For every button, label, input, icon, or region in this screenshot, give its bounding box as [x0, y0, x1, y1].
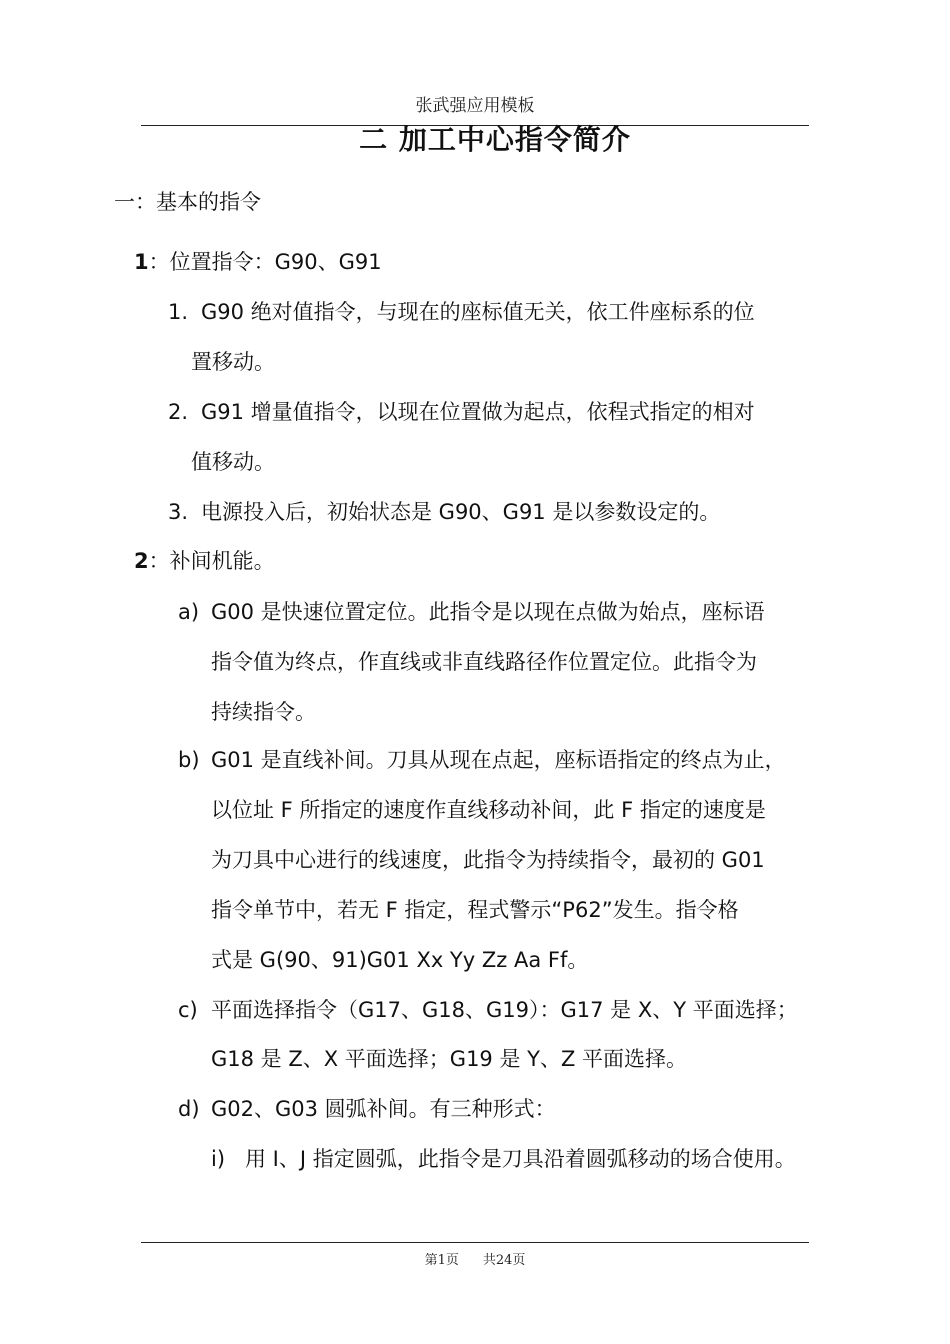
list-line: 平面选择指令（G17、G18、G19）：G17 是 X、Y 平面选择；: [211, 998, 798, 1022]
section-heading: 一：基本的指令: [114, 190, 261, 214]
list-line: 值移动。: [191, 450, 275, 474]
page-title: 二 加工中心指令简介: [359, 123, 631, 156]
list-line: G91 增量值指令，以现在位置做为起点，依程式指定的相对: [201, 400, 755, 424]
page-number: 第1页: [424, 1253, 459, 1268]
list-line: G18 是 Z、X 平面选择；G19 是 Y、Z 平面选择。: [211, 1047, 688, 1071]
list-marker: 3.: [168, 500, 189, 524]
footer-rule: [141, 1242, 809, 1243]
list-line: 指令单节中，若无 F 指定，程式警示“P62”发生。指令格: [211, 898, 739, 922]
page-header: 张武强应用模板: [415, 96, 535, 116]
list-line: G02、G03 圆弧补间。有三种形式：: [211, 1097, 556, 1121]
list-line: G00 是快速位置定位。此指令是以现在点做为始点，座标语: [211, 600, 765, 624]
list-marker: d): [178, 1097, 200, 1121]
subsection-1-number: 1: [134, 250, 149, 274]
list-line: 置移动。: [191, 350, 275, 374]
list-line: 用 I、J 指定圆弧，此指令是刀具沿着圆弧移动的场合使用。: [245, 1147, 796, 1171]
list-marker: a): [178, 600, 200, 624]
subsection-2: [134, 547, 275, 575]
list-line: 以位址 F 所指定的速度作直线移动补间，此 F 指定的速度是: [211, 798, 766, 822]
subsection-1: [134, 248, 382, 276]
list-line: 为刀具中心进行的线速度，此指令为持续指令，最初的 G01: [211, 848, 765, 872]
subsection-2-number: 2: [134, 549, 149, 573]
list-marker: i): [211, 1147, 226, 1171]
list-line: 电源投入后，初始状态是 G90、G91 是以参数设定的。: [201, 500, 721, 524]
list-line: G90 绝对值指令，与现在的座标值无关，依工件座标系的位: [201, 300, 755, 324]
list-marker: 2.: [168, 400, 189, 424]
list-line: 持续指令。: [211, 700, 316, 724]
list-line: G01 是直线补间。刀具从现在点起，座标语指定的终点为止，: [211, 748, 786, 772]
list-marker: 1.: [168, 300, 189, 324]
page-footer: [0, 1249, 950, 1268]
list-marker: b): [178, 748, 200, 772]
list-line: 指令值为终点，作直线或非直线路径作位置定位。此指令为: [211, 650, 757, 674]
subsection-1-label: ：位置指令：G90、G91: [148, 250, 382, 274]
list-marker: c): [178, 998, 198, 1022]
list-line: 式是 G(90、91)G01 Xx Yy Zz Aa Ff。: [211, 948, 589, 972]
page-total: 共24页: [482, 1253, 526, 1268]
subsection-2-label: ：补间机能。: [148, 549, 275, 573]
